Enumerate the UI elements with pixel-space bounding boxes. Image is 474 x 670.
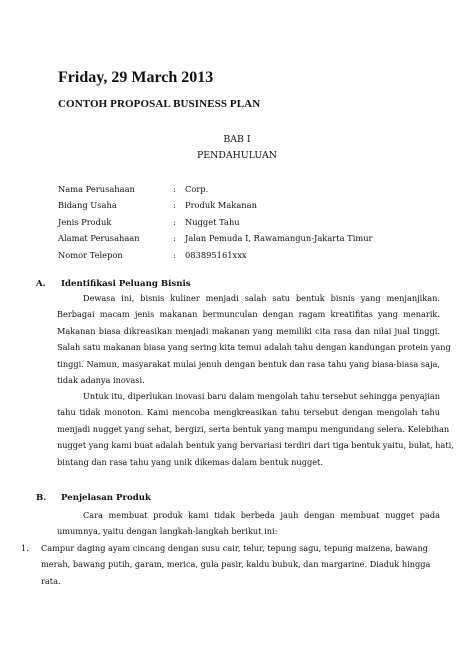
document-title: CONTOH PROPOSAL BUSINESS PLAN xyxy=(58,98,261,110)
info-label: Alamat Perusahaan xyxy=(58,233,140,244)
paragraph-line: bintang dan rasa tahu yang unik dikemas dalam bentuk nugget. xyxy=(57,456,323,467)
info-row-company-name xyxy=(58,181,373,197)
document-date: Friday, 29 March 2013 xyxy=(58,69,214,86)
section-a-paragraph-1 xyxy=(57,290,451,388)
info-separator: : xyxy=(173,249,176,260)
info-value: Jalan Pemuda I, Rawamangun-Jakarta Timur xyxy=(185,233,373,244)
chapter-number: BAB I xyxy=(223,134,251,145)
paragraph-line: tinggi. Namun, masyarakat mulai jenuh dengan bentuk dan rasa tahu yang biasa-biasa saja, xyxy=(57,358,440,369)
section-a-heading xyxy=(36,279,191,289)
paragraph-line: menjadi nugget yang sehat, bergizi, serta bentuk yang mampu mengundang selera. Kelebihan xyxy=(57,423,450,434)
section-a-paragraph-2 xyxy=(57,388,454,470)
list-number: 1. xyxy=(21,543,29,553)
info-separator: : xyxy=(173,184,176,194)
list-line: merah, bawang putih, garam, merica, gula pasir, kaldu bubuk, dan margarine. Diaduk hingga xyxy=(41,559,431,570)
info-row-business-field xyxy=(58,197,373,213)
paragraph-line: Berbagai macam jenis makanan bermunculan dengan ragam kreatifitas yang menarik. xyxy=(57,309,440,320)
info-separator: : xyxy=(173,233,176,244)
section-title: Penjelasan Produk xyxy=(61,493,151,503)
paragraph-line: nugget yang kami buat adalah bentuk yang bervariasi terdiri dari tiga bentuk yaitu, bulat, hati, xyxy=(57,440,454,451)
info-value: Produk Makanan xyxy=(185,200,257,211)
list-item-text xyxy=(41,540,461,589)
paragraph-line: Cara membuat produk kami tidak berbeda jauh dengan membuat nugget pada xyxy=(83,510,440,520)
info-value: Nugget Tahu xyxy=(185,216,240,227)
info-row-phone xyxy=(58,247,373,263)
list-line: rata. xyxy=(41,575,61,586)
section-title: Identifikasi Peluang Bisnis xyxy=(61,279,191,289)
paragraph-line: tidak adanya inovasi. xyxy=(57,375,145,386)
info-separator: : xyxy=(173,200,176,211)
info-label: Nomor Telepon xyxy=(58,249,123,260)
paragraph-line: Salah satu makanan biasa yang sering kita temui adalah tahu dengan kandungan protein yang xyxy=(57,342,451,353)
info-row-address xyxy=(58,230,373,246)
section-b-heading xyxy=(36,493,151,503)
info-row-product-type xyxy=(58,214,373,230)
info-value: 083895161xxx xyxy=(185,249,247,260)
section-marker: B. xyxy=(36,493,47,503)
info-label: Bidang Usaha xyxy=(58,200,117,211)
info-label: Nama Perusahaan xyxy=(58,184,135,194)
info-label: Jenis Produk xyxy=(58,216,112,227)
info-value: Corp. xyxy=(185,184,209,194)
paragraph-line: umumnya, yaitu dengan langkah-langkah berikut ini: xyxy=(57,526,278,537)
info-separator: : xyxy=(173,216,176,227)
section-marker: A. xyxy=(36,279,46,289)
list-line: Campur daging ayam cincang dengan susu cair, telur, tepung sagu, tepung maizena, bawang xyxy=(41,543,428,553)
paragraph-line: Untuk itu, diperlukan inovasi baru dalam mengolah tahu tersebut sehingga penyajian xyxy=(83,391,440,401)
chapter-title: PENDAHULUAN xyxy=(196,150,278,161)
company-info-table xyxy=(58,181,373,263)
paragraph-line: Dewasa ini, bisnis kuliner menjadi salah satu bentuk bisnis yang menjanjikan. xyxy=(83,293,440,303)
paragraph-line: tahu tidak monoton. Kami mencoba mengkreasikan tahu tersebut dengan mengolah tahu xyxy=(57,407,440,418)
section-b-paragraph-1 xyxy=(57,507,440,540)
paragraph-line: Makanan biasa dikreasikan menjadi makanan yang memiliki cita rasa dan nilai jual tinggi. xyxy=(57,325,440,336)
